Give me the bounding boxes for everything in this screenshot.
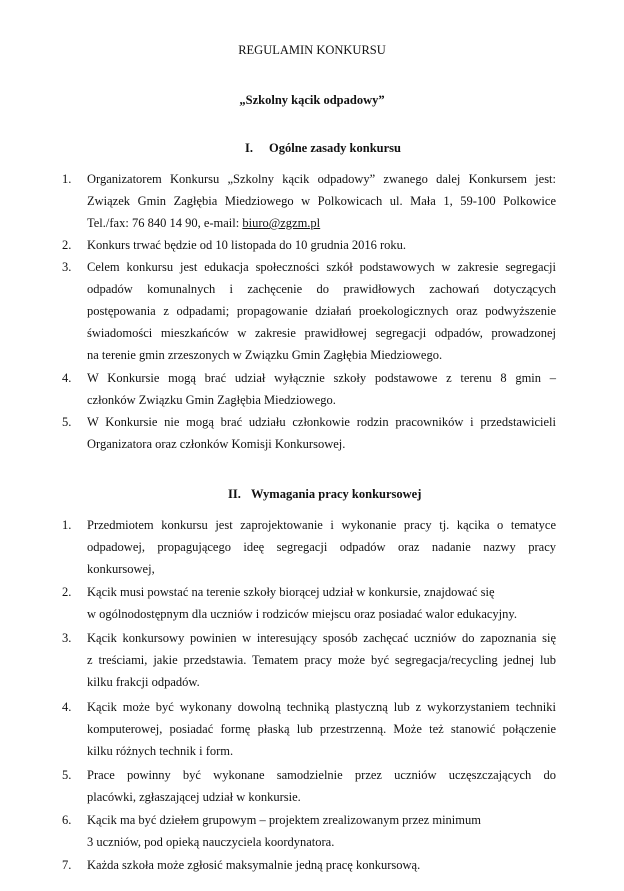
s1-item-4-line: W Konkursie mogą brać udział wyłącznie szkoły podstawowe z terenu 8 gmin –: [87, 371, 556, 385]
email-link[interactable]: biuro@zgzm.pl: [242, 216, 321, 230]
s2-item-1-line: odpadowej, propagującego ideę segregacji odpadów oraz nadanie nazwy pracy: [87, 540, 556, 554]
s1-item-3-number: 3.: [62, 260, 72, 274]
s1-item-3-line: świadomości mieszkańców w zakresie prawidłowej segregacji odpadów, prowadzonej: [87, 326, 556, 340]
s2-item-3-line: z treściami, jakie przedstawia. Tematem pracy może być segregacja/recycling jednej lub: [87, 653, 556, 667]
s1-item-5-line: Organizatora oraz członków Komisji Konkursowej.: [87, 437, 346, 451]
s2-item-3-line: Kącik konkursowy powinien w interesujący sposób zachęcać uczniów do zapoznania się: [87, 631, 556, 645]
document-title: REGULAMIN KONKURSU: [238, 43, 386, 57]
section-2-number: II.: [228, 487, 241, 501]
s2-item-4-line: Kącik może być wykonany dowolną techniką plastyczną lub z wykorzystaniem techniki: [87, 700, 556, 714]
s1-item-1-line: Organizatorem Konkursu „Szkolny kącik odpadowy” zwanego dalej Konkursem jest:: [87, 172, 556, 186]
s2-item-3-line: kilku frakcji odpadów.: [87, 675, 200, 689]
s2-item-6-line: Kącik ma być dziełem grupowym – projektem zrealizowanym przez minimum: [87, 813, 481, 827]
s1-item-1-contact-line: [87, 216, 320, 231]
s2-item-6-line: 3 uczniów, pod opieką nauczyciela koordynatora.: [87, 835, 335, 849]
s2-item-6-number: 6.: [62, 813, 72, 827]
contest-name: „Szkolny kącik odpadowy”: [239, 93, 385, 107]
s2-item-4-line: komputerowej, posiadać formę płaską lub przestrzenną. Może też stanowić połączenie: [87, 722, 556, 736]
s1-item-3-line: Celem konkursu jest edukacja społeczności szkół podstawowych w zakresie segregacji: [87, 260, 556, 274]
section-1-title: Ogólne zasady konkursu: [269, 141, 401, 155]
s2-item-1-number: 1.: [62, 518, 72, 532]
s1-item-2-line: Konkurs trwać będzie od 10 listopada do 10 grudnia 2016 roku.: [87, 238, 407, 252]
s2-item-2-number: 2.: [62, 585, 72, 599]
s2-item-7-line: Każda szkoła może zgłosić maksymalnie jedną pracę konkursową.: [87, 858, 421, 872]
s1-item-5-number: 5.: [62, 415, 72, 429]
section-2-title: Wymagania pracy konkursowej: [251, 487, 422, 501]
s1-item-4-line: członków Związku Gmin Zagłębia Miedziowego.: [87, 393, 336, 407]
s1-item-4-number: 4.: [62, 371, 72, 385]
contact-text: Tel./fax: 76 840 14 90, e-mail:: [87, 216, 243, 230]
s2-item-5-line: placówki, zgłaszającej udział w konkursie.: [87, 790, 301, 804]
s1-item-2-number: 2.: [62, 238, 72, 252]
s1-item-5-line: W Konkursie nie mogą brać udziału członkowie rodzin pracowników i przedstawicieli: [87, 415, 556, 429]
s2-item-7-number: 7.: [62, 858, 72, 872]
s1-item-1-line: Związek Gmin Zagłębia Miedziowego w Polkowicach ul. Mała 1, 59-100 Polkowice: [87, 194, 556, 208]
s2-item-3-number: 3.: [62, 631, 72, 645]
s1-item-3-line: na terenie gmin zrzeszonych w Związku Gmin Zagłębia Miedziowego.: [87, 348, 443, 362]
s1-item-3-line: postępowania z odpadami; propagowanie działań proekologicznych oraz podwyższenie: [87, 304, 556, 318]
section-1-number: I.: [245, 141, 253, 155]
s2-item-4-line: kilku różnych technik i form.: [87, 744, 234, 758]
s2-item-1-line: konkursowej,: [87, 562, 155, 576]
s2-item-5-number: 5.: [62, 768, 72, 782]
s2-item-2-line: w ogólnodostępnym dla uczniów i rodziców miejscu oraz posiadać walor edukacyjny.: [87, 607, 517, 621]
s1-item-3-line: odpadów komunalnych i zachęcenie do prawidłowych zachowań dotyczących: [87, 282, 556, 296]
s2-item-2-line: Kącik musi powstać na terenie szkoły biorącej udział w konkursie, znajdować się: [87, 585, 495, 599]
s2-item-1-line: Przedmiotem konkursu jest zaprojektowanie i wykonanie pracy tj. kącika o tematyce: [87, 518, 556, 532]
s2-item-5-line: Prace powinny być wykonane samodzielnie przez uczniów uczęszczających do: [87, 768, 556, 782]
s2-item-4-number: 4.: [62, 700, 72, 714]
s1-item-1-number: 1.: [62, 172, 72, 186]
